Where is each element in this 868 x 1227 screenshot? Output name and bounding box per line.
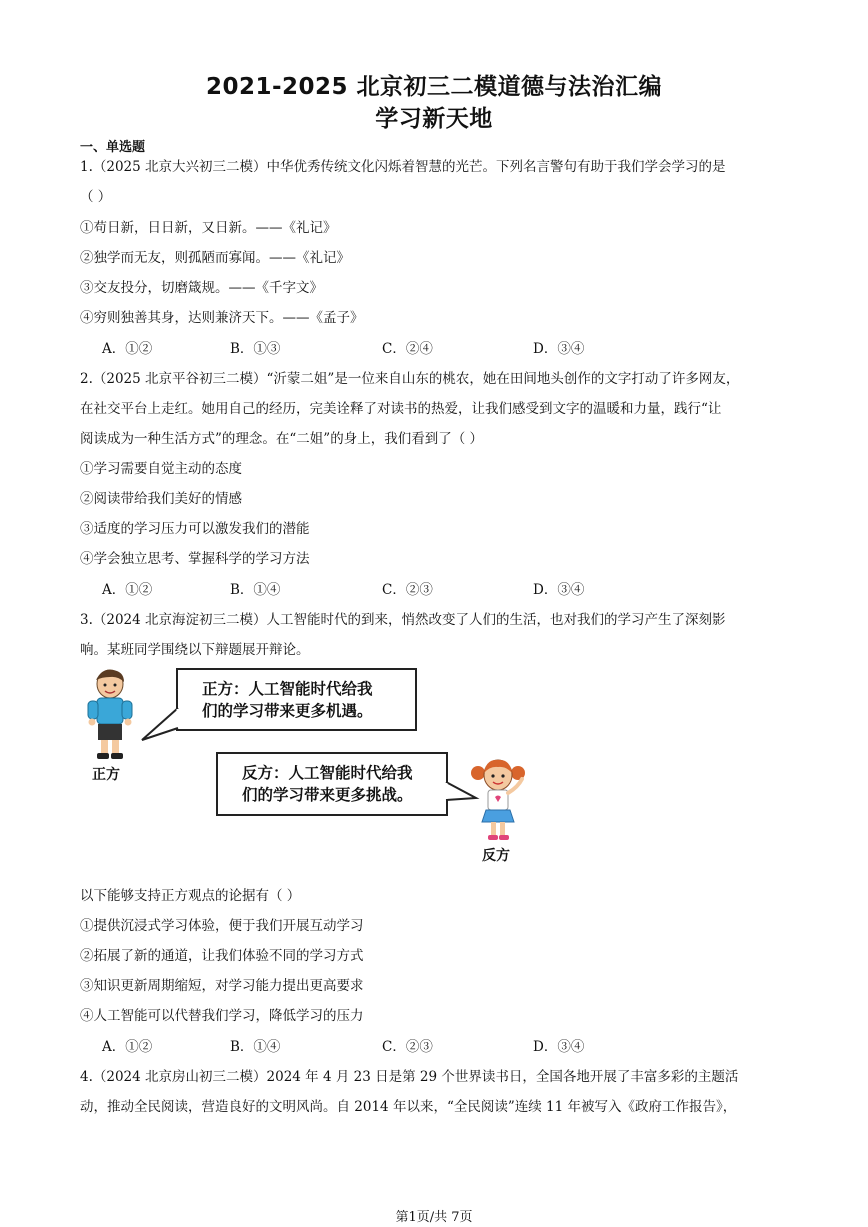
q2-item-1: ①学习需要自觉主动的态度 (80, 461, 242, 477)
q1-option-b: B．①③ (230, 341, 281, 357)
q3-stem-line2: 响。某班同学围绕以下辩题展开辩论。 (80, 642, 310, 658)
q2-option-d: D．③④ (533, 582, 585, 598)
pro-bubble-line1: 正方：人工智能时代给我 (202, 680, 373, 698)
q3-item-1: ①提供沉浸式学习体验，便于我们开展互动学习 (80, 918, 364, 934)
q3-option-b: B．①④ (230, 1039, 281, 1055)
q3-option-c: C．②③ (382, 1039, 433, 1055)
con-label: 反方 (482, 848, 510, 864)
q3-item-2: ②拓展了新的通道，让我们体验不同的学习方式 (80, 948, 364, 964)
q2-item-2: ②阅读带给我们美好的情感 (80, 491, 242, 507)
q4-stem-line1: 4.（2024 北京房山初三二模）2024 年 4 月 23 日是第 29 个世界读书日，全国各地开展了丰富多彩的主题活 (80, 1069, 739, 1085)
con-speech-bubble (216, 752, 448, 816)
q1-item-1: ①苟日新，日日新，又日新。——《礼记》 (80, 220, 337, 236)
con-bubble-line2: 们的学习带来更多挑战。 (242, 786, 413, 804)
pro-bubble-line2: 们的学习带来更多机遇。 (202, 702, 373, 720)
q1-option-c: C．②④ (382, 341, 433, 357)
q2-stem-line1: 2.（2025 北京平谷初三二模）“沂蒙二姐”是一位来自山东的桃农，她在田间地头创作的文字打动了许多网友， (80, 371, 740, 387)
q1-option-d: D．③④ (533, 341, 585, 357)
pro-bubble-tail (140, 700, 180, 745)
q2-item-3: ③适度的学习压力可以激发我们的潜能 (80, 521, 310, 537)
q2-option-a: A．①② (102, 582, 153, 598)
page-footer: 第1页/共 7页 (395, 1210, 473, 1225)
document-title-line1: 2021-2025 北京初三二模道德与法治汇编 (205, 74, 663, 100)
document-title-line2: 学习新天地 (375, 106, 493, 132)
con-bubble-line1: 反方：人工智能时代给我 (242, 764, 413, 782)
q1-option-a: A．①② (102, 341, 153, 357)
q3-item-4: ④人工智能可以代替我们学习，降低学习的压力 (80, 1008, 364, 1024)
girl-illustration (468, 757, 528, 845)
q2-item-4: ④学会独立思考、掌握科学的学习方法 (80, 551, 310, 567)
pro-speech-bubble (176, 668, 417, 731)
q3-question: 以下能够支持正方观点的论据有（ ） (80, 888, 301, 904)
q1-item-4: ④穷则独善其身，达则兼济天下。——《孟子》 (80, 310, 364, 326)
q2-option-b: B．①④ (230, 582, 281, 598)
q2-stem-line2: 在社交平台上走红。她用自己的经历，完美诠释了对读书的热爱，让我们感受到文字的温暖和力量，践行“让 (80, 401, 722, 417)
q3-option-d: D．③④ (533, 1039, 585, 1055)
q1-item-2: ②独学而无友，则孤陋而寡闻。——《礼记》 (80, 250, 350, 266)
q2-option-c: C．②③ (382, 582, 433, 598)
pro-label: 正方 (92, 767, 120, 783)
q1-item-3: ③交友投分，切磨箴规。——《千字文》 (80, 280, 323, 296)
q3-stem-line1: 3.（2024 北京海淀初三二模）人工智能时代的到来，悄然改变了人们的生活，也对我们的学习产生了深刻影 (80, 612, 726, 628)
q3-option-a: A．①② (102, 1039, 153, 1055)
q2-stem-line3: 阅读成为一种生活方式”的理念。在“二姐”的身上，我们看到了（ ） (80, 431, 483, 447)
q3-item-3: ③知识更新周期缩短，对学习能力提出更高要求 (80, 978, 364, 994)
q1-stem-line1: 1.（2025 北京大兴初三二模）中华优秀传统文化闪烁着智慧的光芒。下列名言警句有助于我们学会学习的是 (80, 159, 726, 175)
q1-stem-line2: （ ） (80, 189, 112, 205)
boy-illustration (80, 668, 140, 763)
q4-stem-line2: 动，推动全民阅读，营造良好的文明风尚。自 2014 年以来，“全民阅读”连续 11 年被写入《政府工作报告》， (80, 1099, 737, 1115)
section-heading: 一、单选题 (80, 140, 146, 155)
